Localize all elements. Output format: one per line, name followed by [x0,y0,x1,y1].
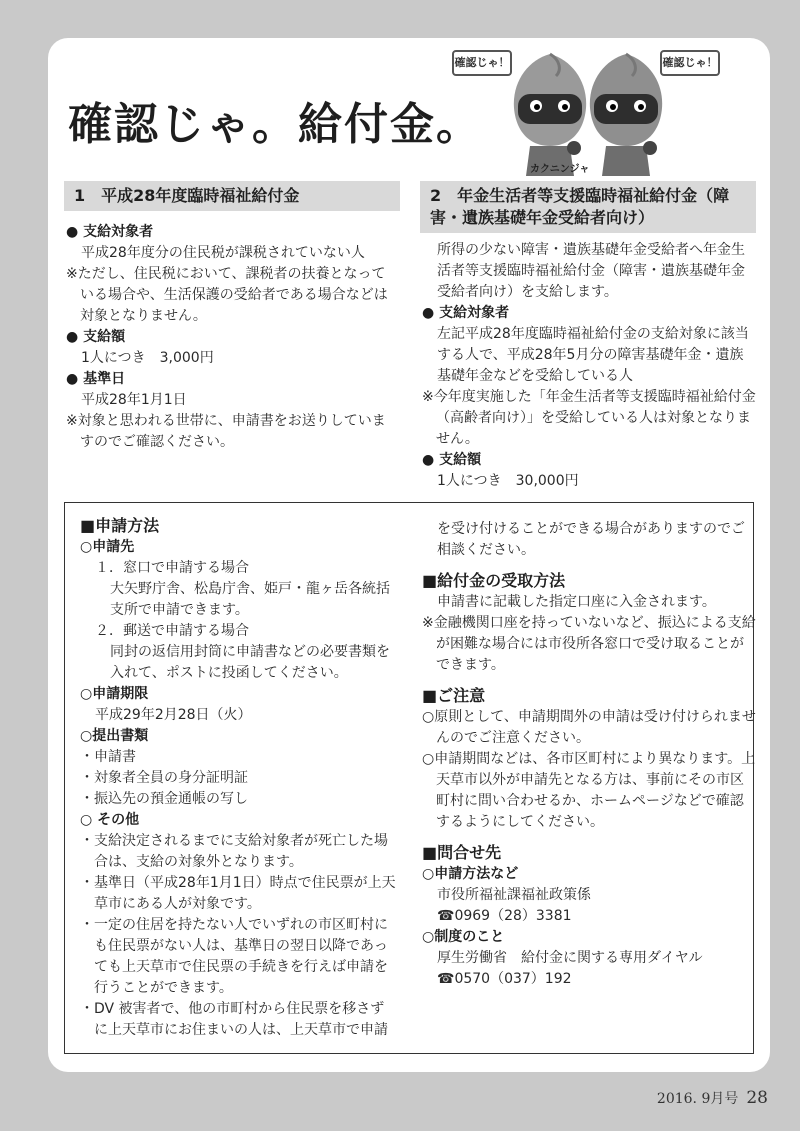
list-item: ・対象者全員の身分証明証 [80,770,248,786]
bullet-icon: ● [66,371,79,387]
section2-amount-text: 1人につき 30,000円 [437,473,579,489]
speech-bubble-left: 確認じゃ！ [452,50,512,76]
section1-amount-text: 1人につき 3,000円 [81,350,214,366]
page-footer [657,1088,768,1108]
apply-continued: を受け付けることができる場合がありますのでご相談ください。 [437,521,745,558]
section1-body [66,222,398,453]
list-item: ・支給決定されるまでに支給対象者が死亡した場合は、支給の対象外となります。 [80,833,388,870]
mascot-name: カクニンジャ [530,164,590,175]
contact1-phone: ☎0969（28）3381 [437,908,572,924]
apply-other-heading: ○ その他 [80,812,140,828]
apply-item2-text: 同封の返信用封筒に申請書などの必要書類を入れて、ポストに投函してください。 [110,644,390,681]
contact2-heading: ○制度のこと [422,929,505,945]
section1-base-text: 平成28年1月1日 [81,392,187,408]
contact1-heading: ○申請方法など [422,866,519,882]
contact-heading: ■問合せ先 [422,843,502,862]
apply-item2-title: ２．郵送で申請する場合 [95,623,249,639]
receive-note: ※金融機関口座を持っていないなど、振込による支給が困難な場合には市役所各窓口で受け取ることができます。 [422,615,756,673]
issue-label: 2016. 9月号 [656,1091,739,1107]
section1-amount-heading: 支給額 [83,329,126,345]
apply-deadline-text: 平成29年2月28日（火） [95,707,252,723]
caution-heading: ■ご注意 [422,686,486,705]
list-item: ・基準日（平成28年1月1日）時点で住民票が上天草市にある人が対象です。 [80,875,396,912]
receive-heading: ■給付金の受取方法 [422,571,566,590]
section2-target-heading: 支給対象者 [439,305,510,321]
contact2-phone: ☎0570（037）192 [437,971,572,987]
ninja-mascot-right [576,50,676,180]
speech-bubble-right: 確認じゃ！ [660,50,720,76]
list-item: ○申請期間などは、各市区町村により異なります。上天草市以外が申請先となる方は、事前にその市区町村に問い合わせるか、ホームページなどで確認するようにしてください。 [422,751,756,830]
apply-heading: ■申請方法 [80,516,160,535]
section2-target-note: ※今年度実施した「年金生活者等支援臨時福祉給付金（高齢者向け）」を受給している人は対象となりません。 [422,389,756,447]
list-item: ・振込先の預金通帳の写し [80,791,248,807]
list-item: ・一定の住居を持たない人でいずれの市区町村にも住民票がない人は、基準日の翌日以降であっても上天草市で住民票の手続きを行えば申請を行うことができます。 [80,917,388,996]
bullet-icon: ● [422,452,435,468]
apply-where-heading: ○申請先 [80,539,135,555]
section2-heading: 2 年金生活者等支援臨時福祉給付金（障害・遺族基礎年金受給者向け） [420,181,756,233]
section1-target-heading: 支給対象者 [83,224,154,240]
bullet-icon: ● [66,224,79,240]
bullet-icon: ● [66,329,79,345]
section1-heading: 1 平成28年度臨時福祉給付金 [64,181,400,211]
list-item: ・申請書 [80,749,136,765]
apply-item1-title: １．窓口で申請する場合 [95,560,249,576]
mascot-illustration [450,44,730,184]
apply-deadline-heading: ○申請期限 [80,686,149,702]
section1-target-note: ※ただし、住民税において、課税者の扶養となっている場合や、生活保護の受給者である場合などは対象となりません。 [66,266,388,324]
section2-target-text: 左記平成28年度臨時福祉給付金の支給対象に該当する人で、平成28年5月分の障害基礎年金・遺族基礎年金などを受給している人 [437,326,749,384]
section2-body [422,240,756,492]
section1-base-note: ※対象と思われる世帯に、申請書をお送りしていますのでご確認ください。 [66,413,386,450]
apply-item1-text: 大矢野庁舎、松島庁舎、姫戸・龍ヶ岳各統括支所で申請できます。 [110,581,390,618]
page-title: 確認じゃ。給付金。 [68,99,482,150]
bullet-icon: ● [422,305,435,321]
info-box-left-column [80,515,398,1041]
section2-intro: 所得の少ない障害・遺族基礎年金受給者へ年金生活者等支援臨時福祉給付金（障害・遺族基礎年金受給者向け）を支給します。 [437,242,745,300]
contact1-name: 市役所福祉課福祉政策係 [437,887,591,903]
section1-target-text: 平成28年度分の住民税が課税されていない人 [81,245,365,261]
section1-base-heading: 基準日 [83,371,126,387]
list-item: ○原則として、申請期間外の申請は受け付けられませんのでご注意ください。 [422,709,756,746]
receive-text: 申請書に記載した指定口座に入金されます。 [437,594,716,610]
list-item: ・DV 被害者で、他の市町村から住民票を移さずに上天草市にお住まいの人は、上天草市で申請 [80,1001,388,1038]
apply-docs-heading: ○提出書類 [80,728,149,744]
info-box-right-column [422,519,756,990]
page-number: 28 [746,1088,768,1108]
contact2-name: 厚生労働省 給付金に関する専用ダイヤル [437,950,703,966]
section2-amount-heading: 支給額 [439,452,482,468]
